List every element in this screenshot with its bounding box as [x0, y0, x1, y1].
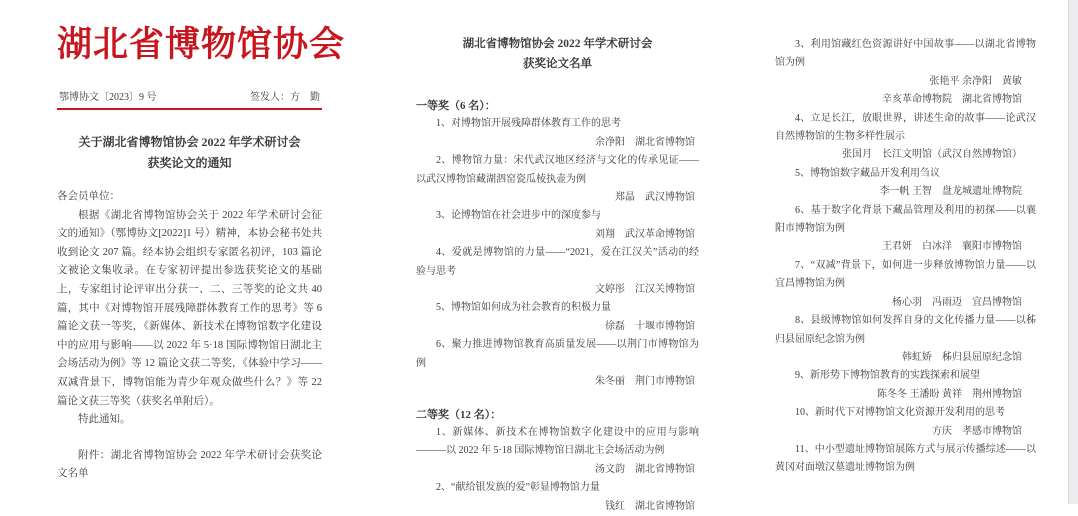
paper-item	[416, 336, 699, 391]
paper-title: 5、博物馆如何成为社会教育的积极力量	[436, 302, 611, 314]
paper-title: 8、县级博物馆如何发挥自身的文化传播力量——以秭归县屈原纪念馆为例	[775, 315, 1036, 345]
salutation: 各会员单位：	[57, 191, 120, 202]
paper-authors: 杨心羽 冯雨迈 宜昌博物馆	[892, 296, 1022, 308]
association-masthead: 湖北省博物馆协会	[57, 25, 346, 64]
document-meta-row	[57, 88, 322, 107]
award-list-title-line2: 获奖论文名单	[523, 58, 592, 70]
notice-body-paragraph: 根据《湖北省博物馆协会关于 2022 年学术研讨会征文的通知》（鄂博协文[2022]1 号）精神，本协会秘书处共收到论文 207 篇。经本协会组织专家匿名初评，103 篇论文被论文集收录。在专家初评提出参选获奖论文的基础上，专家组讨论评审出分获一、二、三等奖的论文共 40 篇，其中《对博物馆开展残障群体教育工作的思考》等 6 篇论文获一等奖，《新媒体、新技术在博物馆数字化建设中的应用与影响——以 2022 年 5·18 国际博物馆日湖北主会场活动为例》等 12 篇论文获二等奖，《体验中学习——双减背景下，博物馆能为青少年观众做些什么？》等 22 篇论文获三等奖（获奖名单附后）。	[57, 209, 322, 407]
paper-title: 2、“献给银发族的爱”彰显博物馆力量	[436, 482, 600, 494]
notice-title-line2: 获奖论文的通知	[147, 156, 232, 170]
paper-title: 4、立足长江，放眼世界，讲述生命的故事——论武汉自然博物馆的生物多样性展示	[775, 112, 1036, 143]
paper-title: 9、新形势下博物馆教育的实践探索和展望	[795, 370, 980, 382]
paper-item	[775, 404, 1036, 441]
notice-title-line1: 关于湖北省博物馆协会 2022 年学术研讨会	[78, 135, 301, 149]
paper-title: 1、对博物馆开展残障群体教育工作的思考	[436, 118, 621, 130]
paper-item	[416, 479, 699, 516]
paper-authors: 徐磊 十堰市博物馆	[605, 320, 695, 332]
paper-item	[416, 115, 699, 152]
issuer-name: 签发人：方 勤	[250, 92, 320, 103]
paper-title: 6、基于数字化背景下藏品管理及利用的初探——以襄阳市博物馆为例	[775, 204, 1036, 235]
award-list-page-2	[730, 0, 1070, 504]
paper-title: 11、中小型遗址博物馆展陈方式与展示传播综述——以黄冈对面墩汉墓遗址博物馆为例	[775, 443, 1036, 474]
paper-title: 3、利用馆藏红色资源讲好中国故事——以湖北省博物馆为例	[775, 39, 1036, 69]
paper-item	[416, 152, 699, 207]
paper-authors: 余净阳 湖北省博物馆	[595, 136, 695, 148]
paper-title: 7、“双减”背景下，如何进一步释放博物馆力量——以宜昌博物馆为例	[775, 259, 1036, 290]
paper-title: 4、爱就是博物馆的力量——“2021，爱在江汉关”活动的经验与思考	[416, 247, 699, 277]
paper-authors: 钱红 湖北省博物馆	[605, 500, 695, 512]
award-list-page-1	[372, 0, 715, 512]
paper-title: 3、论博物馆在社会进步中的深度参与	[436, 210, 601, 222]
paper-authors: 韩虹娇 秭归县屈原纪念馆	[902, 351, 1022, 363]
paper-authors: 张国月 长江文明馆（武汉自然博物馆）	[842, 149, 1022, 161]
paper-item	[775, 367, 1036, 404]
paper-authors: 汤文韵 湖北省博物馆	[595, 463, 695, 475]
paper-item	[775, 312, 1036, 367]
paper-authors: 方庆 孝感市博物馆	[932, 425, 1022, 437]
paper-title: 6、聚力推进博物馆教育高质量发展——以荆门市博物馆为例	[416, 339, 699, 369]
document-number: 鄂博协文〔2023〕9 号	[59, 92, 157, 103]
first-prize-list	[416, 115, 699, 391]
paper-authors: 朱冬丽 荆门市博物馆	[595, 376, 695, 388]
closing-line: 特此通知。	[78, 414, 131, 426]
paper-authors: 刘翔 武汉革命博物馆	[595, 228, 695, 240]
notice-page	[0, 0, 364, 504]
paper-item	[775, 441, 1036, 478]
attachment-note: 附件：湖北省博物馆协会 2022 年学术研讨会获奖论文名单	[57, 449, 322, 480]
paper-item	[775, 165, 1036, 202]
paper-authors: 张艳平 余净阳 黄敏	[929, 75, 1022, 87]
paper-title: 1、新媒体、新技术在博物馆数字化建设中的应用与影响———以 2022 年 5·18 国际博物馆日湖北主会场活动为例	[416, 426, 699, 457]
paper-item	[775, 36, 1036, 110]
paper-authors: 李一帆 王智 盘龙城遗址博物院	[879, 186, 1022, 198]
paper-authors: 王君妍 白冰洋 襄阳市博物馆	[882, 241, 1022, 253]
paper-authors: 陈冬冬 王潘盼 黄祥 荆州博物馆	[877, 388, 1022, 400]
paper-authors: 文婷彤 江汉关博物馆	[595, 284, 695, 296]
paper-authors: 辛亥革命博物院 湖北省博物馆	[882, 94, 1022, 106]
award-list-title	[416, 34, 699, 74]
paper-item	[416, 244, 699, 299]
paper-title: 10、新时代下对博物馆文化资源开发利用的思考	[795, 407, 1005, 419]
paper-item	[416, 299, 699, 336]
paper-item	[775, 257, 1036, 312]
red-divider-rule	[57, 108, 322, 110]
paper-item	[416, 207, 699, 244]
second-prize-list	[416, 424, 699, 516]
paper-item	[775, 110, 1036, 165]
paper-item	[775, 202, 1036, 257]
first-prize-heading: 一等奖（6 名）：	[416, 100, 496, 112]
award-list-title-line1: 湖北省博物馆协会 2022 年学术研讨会	[462, 38, 653, 50]
second-prize-heading: 二等奖（12 名）：	[416, 408, 502, 421]
paper-authors: 郑晶 武汉博物馆	[615, 192, 695, 204]
paper-item	[416, 424, 699, 479]
spacer	[416, 74, 699, 83]
paper-title: 5、博物馆数字藏品开发利用刍议	[795, 167, 940, 179]
scan-edge-strip	[1068, 0, 1078, 504]
second-prize-list-continued	[775, 36, 1036, 478]
paper-title: 2、博物馆力量：宋代武汉地区经济与文化的传承见证——以武汉博物馆藏湖泗窑瓷瓜棱执壶为例	[416, 155, 699, 185]
notice-title	[57, 132, 322, 174]
